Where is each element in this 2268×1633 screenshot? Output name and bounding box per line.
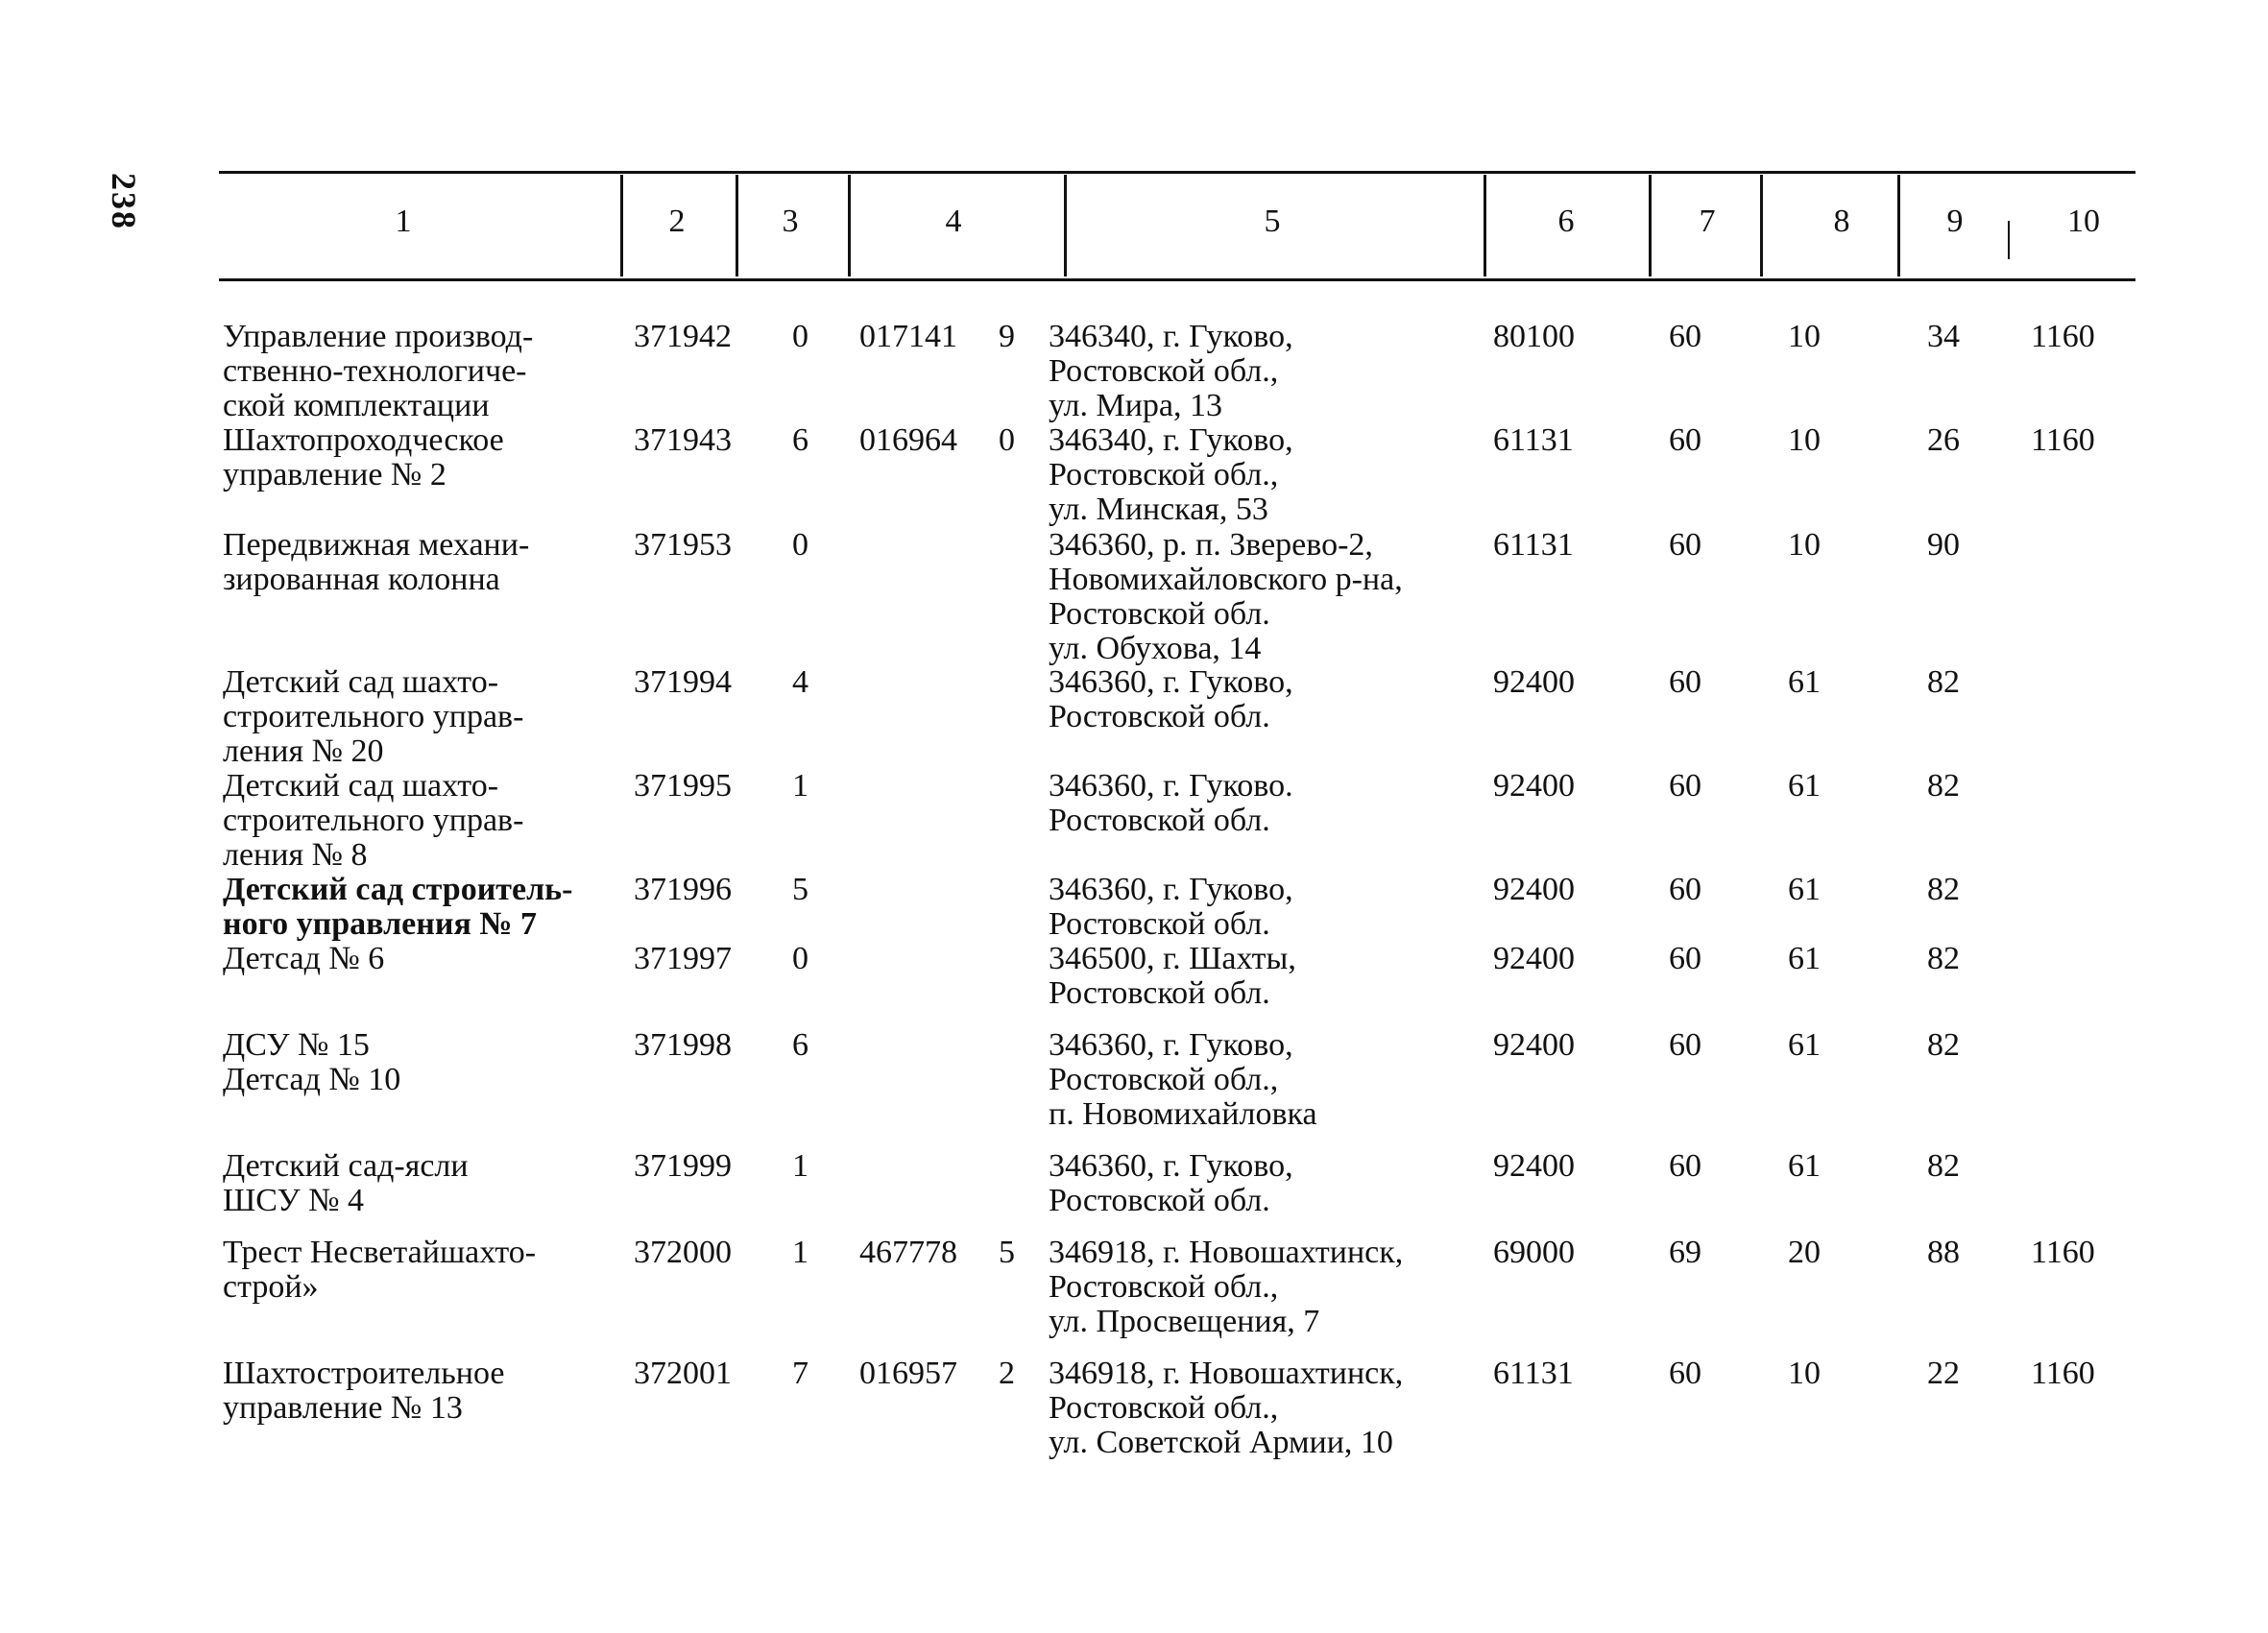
address: 346360, р. п. Зверево-2, Новомихайловского р-на, Ростовской обл. ул. Обухова, 14 [1049, 527, 1403, 666]
table-top-rule [219, 171, 2135, 174]
code-col-6: 92400 [1493, 664, 1575, 700]
code-col-7: 60 [1669, 872, 1701, 907]
code-col-3: 0 [792, 527, 808, 563]
code-col-6: 92400 [1493, 768, 1575, 804]
address: 346918, г. Новошахтинск, Ростовской обл., ул. Советской Армии, 10 [1049, 1356, 1404, 1460]
code-col-3: 6 [792, 422, 808, 458]
header-col-2: 2 [668, 204, 686, 239]
code-col-6: 92400 [1493, 941, 1575, 976]
code-col-2: 371943 [634, 422, 732, 458]
code-col-8: 10 [1788, 1356, 1821, 1391]
header-col-10: 10 [2067, 204, 2100, 239]
code-col-8: 20 [1788, 1235, 1821, 1270]
org-name: Детсад № 6 [223, 941, 385, 976]
header-divider [1064, 175, 1067, 276]
code-col-3: 1 [792, 1148, 808, 1184]
code-col-2: 371994 [634, 664, 732, 700]
code-col-4: 016964 [859, 422, 957, 458]
org-name: Детский сад шахто- строительного управ- ления № 20 [223, 664, 524, 769]
org-name: Управление производ- ственно-технологиче- ской комплектации [223, 319, 534, 423]
code-col-7: 60 [1669, 1027, 1701, 1063]
code-col-6: 61131 [1493, 422, 1574, 458]
code-col-7: 60 [1669, 768, 1701, 804]
code-col-3: 5 [792, 872, 808, 907]
code-col-10: 1160 [2031, 1356, 2095, 1391]
org-name: Шахтостроительное управление № 13 [223, 1356, 505, 1426]
code-col-2: 372001 [634, 1356, 732, 1391]
header-col-3: 3 [782, 204, 799, 239]
code-col-2: 371997 [634, 941, 732, 976]
code-col-8: 10 [1788, 422, 1821, 458]
code-col-9: 90 [1927, 527, 1960, 563]
code-col-4-check: 2 [999, 1356, 1015, 1391]
code-col-4: 467778 [859, 1235, 957, 1270]
code-col-3: 0 [792, 941, 808, 976]
code-col-10: 1160 [2031, 319, 2095, 354]
code-col-8: 61 [1788, 941, 1821, 976]
code-col-8: 10 [1788, 319, 1821, 354]
code-col-2: 371998 [634, 1027, 732, 1063]
header-divider [848, 175, 851, 276]
header-divider [1649, 175, 1652, 276]
code-col-9: 22 [1927, 1356, 1960, 1391]
code-col-6: 69000 [1493, 1235, 1575, 1270]
code-col-9: 82 [1927, 768, 1960, 804]
code-col-4: 017141 [859, 319, 957, 354]
address: 346340, г. Гуково, Ростовской обл., ул. Мира, 13 [1049, 319, 1293, 423]
code-col-3: 1 [792, 1235, 808, 1270]
code-col-3: 6 [792, 1027, 808, 1063]
code-col-8: 61 [1788, 1148, 1821, 1184]
address: 346360, г. Гуково, Ростовской обл. [1049, 664, 1293, 734]
code-col-7: 60 [1669, 941, 1701, 976]
org-name: Детский сад строитель- ного управления № 7 [223, 872, 573, 942]
code-col-9: 82 [1927, 1027, 1960, 1063]
address: 346500, г. Шахты, Ростовской обл. [1049, 941, 1296, 1011]
code-col-10: 1160 [2031, 1235, 2095, 1270]
code-col-8: 61 [1788, 872, 1821, 907]
header-divider [1897, 175, 1900, 276]
address: 346360, г. Гуково, Ростовской обл., п. Новомихайловка [1049, 1027, 1317, 1132]
page-number: 238 [105, 173, 143, 230]
org-name: ДСУ № 15 Детсад № 10 [223, 1027, 401, 1097]
org-name: Трест Несветайшахто- строй» [223, 1235, 537, 1305]
header-col-1: 1 [395, 204, 412, 239]
code-col-7: 60 [1669, 422, 1701, 458]
address: 346340, г. Гуково, Ростовской обл., ул. Минская, 53 [1049, 422, 1293, 527]
code-col-4-check: 0 [999, 422, 1015, 458]
code-col-6: 80100 [1493, 319, 1575, 354]
code-col-7: 60 [1669, 664, 1701, 700]
header-divider [736, 175, 738, 276]
code-col-6: 61131 [1493, 1356, 1574, 1391]
code-col-8: 10 [1788, 527, 1821, 563]
code-col-7: 60 [1669, 527, 1701, 563]
code-col-7: 60 [1669, 1148, 1701, 1184]
code-col-9: 34 [1927, 319, 1960, 354]
code-col-9: 88 [1927, 1235, 1960, 1270]
code-col-6: 92400 [1493, 872, 1575, 907]
code-col-9: 82 [1927, 664, 1960, 700]
code-col-8: 61 [1788, 1027, 1821, 1063]
code-col-2: 371999 [634, 1148, 732, 1184]
code-col-6: 61131 [1493, 527, 1574, 563]
code-col-4: 016957 [859, 1356, 957, 1391]
header-col-6: 6 [1557, 204, 1575, 239]
code-col-9: 26 [1927, 422, 1960, 458]
header-divider [1484, 175, 1486, 276]
code-col-4-check: 5 [999, 1235, 1015, 1270]
code-col-2: 371995 [634, 768, 732, 804]
code-col-6: 92400 [1493, 1027, 1575, 1063]
code-col-10: 1160 [2031, 422, 2095, 458]
header-divider [1760, 175, 1763, 276]
code-col-7: 60 [1669, 1356, 1701, 1391]
table-header-bottom-rule [219, 278, 2135, 281]
org-name: Детский сад шахто- строительного управ- ления № 8 [223, 768, 524, 873]
header-col-5: 5 [1264, 204, 1281, 239]
org-name: Детский сад-ясли ШСУ № 4 [223, 1148, 469, 1218]
header-col-7: 7 [1699, 204, 1716, 239]
code-col-3: 1 [792, 768, 808, 804]
code-col-2: 371942 [634, 319, 732, 354]
code-col-8: 61 [1788, 768, 1821, 804]
org-name: Передвижная механи- зированная колонна [223, 527, 530, 597]
code-col-2: 372000 [634, 1235, 732, 1270]
address: 346360, г. Гуково, Ростовской обл. [1049, 1148, 1293, 1218]
address: 346918, г. Новошахтинск, Ростовской обл., ул. Просвещения, 7 [1049, 1235, 1404, 1339]
code-col-4-check: 9 [999, 319, 1015, 354]
header-divider [2008, 221, 2010, 259]
code-col-9: 82 [1927, 941, 1960, 976]
code-col-2: 371996 [634, 872, 732, 907]
code-col-9: 82 [1927, 872, 1960, 907]
code-col-8: 61 [1788, 664, 1821, 700]
header-col-4: 4 [945, 204, 962, 239]
address: 346360, г. Гуково, Ростовской обл. [1049, 872, 1293, 942]
code-col-9: 82 [1927, 1148, 1960, 1184]
code-col-6: 92400 [1493, 1148, 1575, 1184]
code-col-3: 4 [792, 664, 808, 700]
code-col-7: 60 [1669, 319, 1701, 354]
header-col-9: 9 [1946, 204, 1964, 239]
code-col-7: 69 [1669, 1235, 1701, 1270]
code-col-3: 7 [792, 1356, 808, 1391]
org-name: Шахтопроходческое управление № 2 [223, 422, 504, 492]
address: 346360, г. Гуково. Ростовской обл. [1049, 768, 1293, 838]
header-divider [620, 175, 623, 276]
code-col-2: 371953 [634, 527, 732, 563]
header-col-8: 8 [1833, 204, 1850, 239]
code-col-3: 0 [792, 319, 808, 354]
